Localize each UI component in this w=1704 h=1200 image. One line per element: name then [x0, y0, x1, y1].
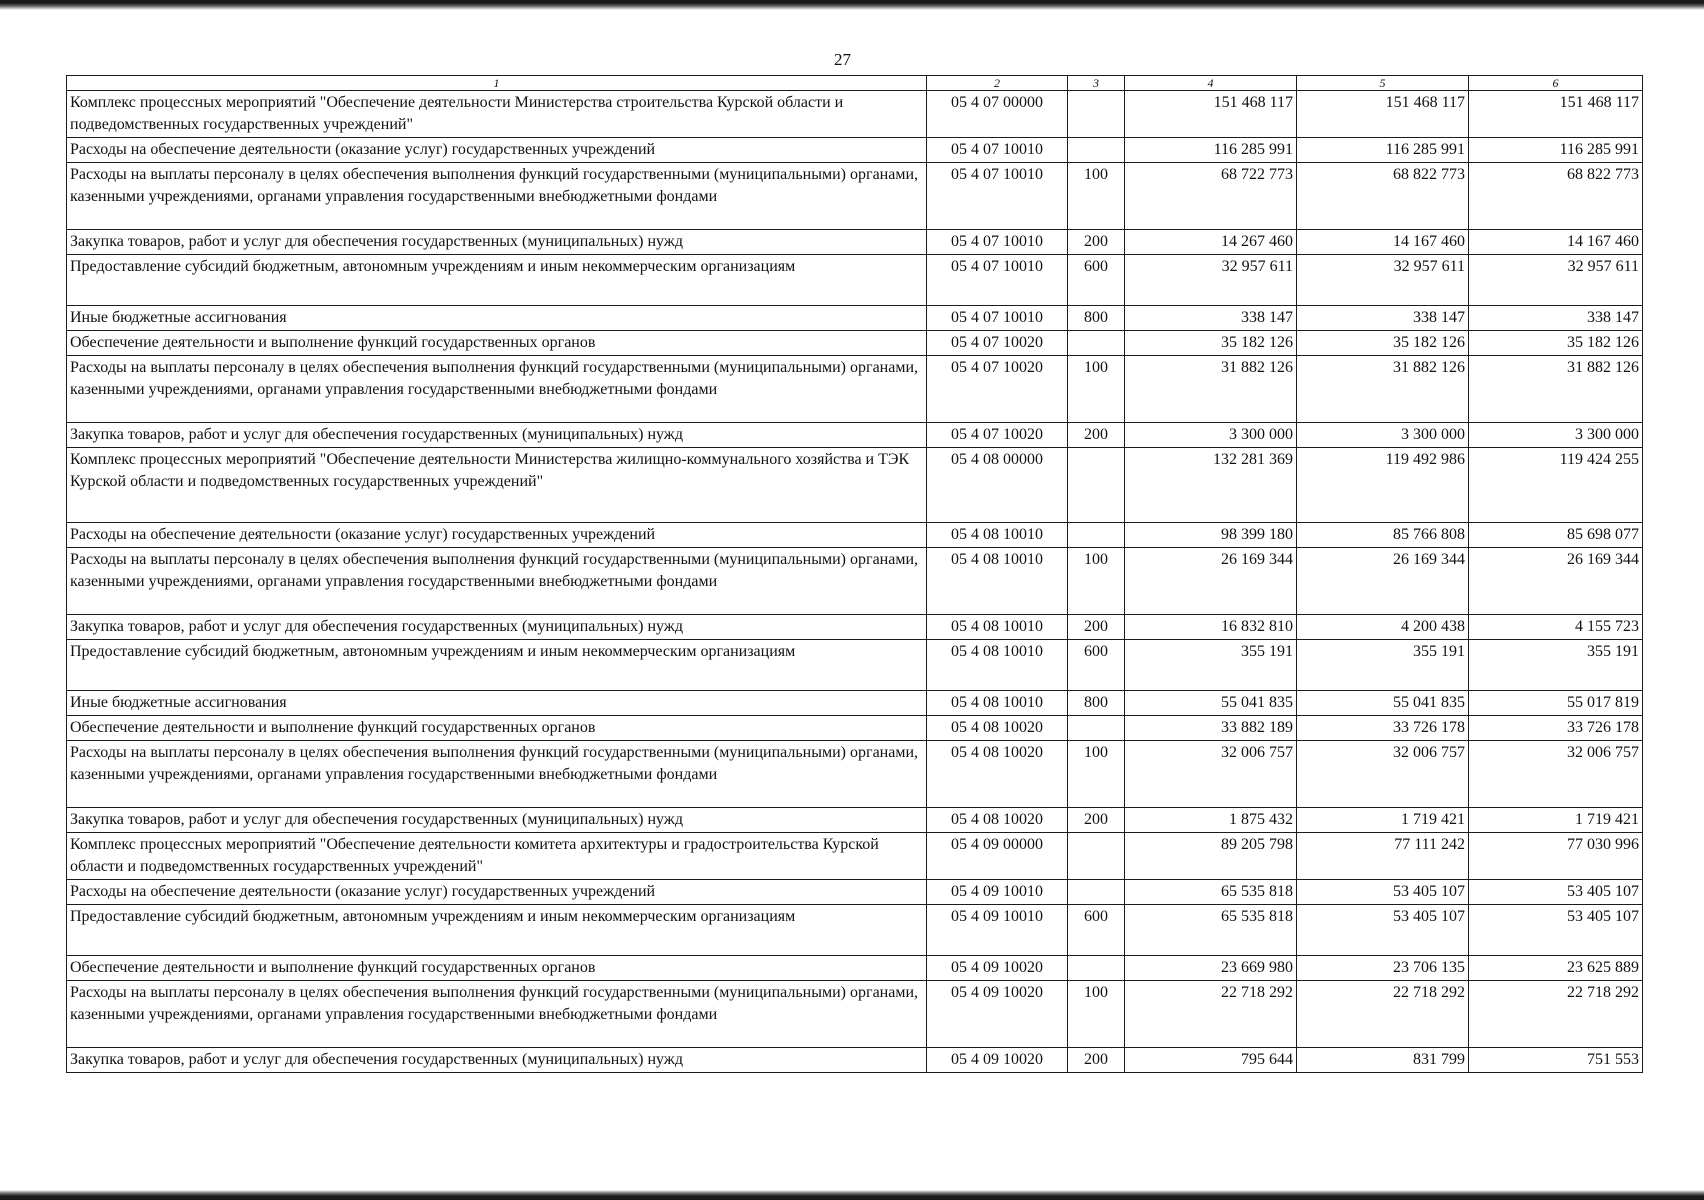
row-code-cell: 05 4 09 10010	[927, 905, 1068, 956]
row-name-cell: Расходы на выплаты персоналу в целях обеспечения выполнения функций государственными (муниципальными) органами, казенными учреждениями, органами управления государственными внебюджетными фондами	[67, 741, 927, 808]
table-header-row	[67, 76, 1643, 91]
table-row	[67, 255, 1643, 306]
table-row	[67, 138, 1643, 163]
row-value-col6-cell: 14 167 460	[1469, 230, 1643, 255]
row-value-col6-cell: 32 006 757	[1469, 741, 1643, 808]
row-value-col5-cell: 14 167 460	[1297, 230, 1469, 255]
row-value-col4-cell: 33 882 189	[1125, 716, 1297, 741]
row-value-col4-cell: 151 468 117	[1125, 91, 1297, 138]
row-code-cell: 05 4 07 10010	[927, 230, 1068, 255]
row-code-cell: 05 4 07 10020	[927, 331, 1068, 356]
row-type-cell: 600	[1068, 640, 1125, 691]
table-row	[67, 956, 1643, 981]
row-type-cell: 600	[1068, 905, 1125, 956]
table-row	[67, 448, 1643, 523]
table-row	[67, 1048, 1643, 1073]
row-value-col4-cell: 98 399 180	[1125, 523, 1297, 548]
table-body	[67, 91, 1643, 1073]
row-value-col6-cell: 26 169 344	[1469, 548, 1643, 615]
row-value-col4-cell: 116 285 991	[1125, 138, 1297, 163]
table-row	[67, 880, 1643, 905]
row-type-cell	[1068, 138, 1125, 163]
row-name-cell: Обеспечение деятельности и выполнение функций государственных органов	[67, 331, 927, 356]
row-type-cell	[1068, 331, 1125, 356]
row-value-col6-cell: 116 285 991	[1469, 138, 1643, 163]
row-code-cell: 05 4 08 10010	[927, 640, 1068, 691]
row-value-col6-cell: 35 182 126	[1469, 331, 1643, 356]
row-value-col5-cell: 33 726 178	[1297, 716, 1469, 741]
row-value-col4-cell: 31 882 126	[1125, 356, 1297, 423]
row-value-col5-cell: 338 147	[1297, 306, 1469, 331]
table-row	[67, 716, 1643, 741]
row-type-cell: 200	[1068, 615, 1125, 640]
table-row	[67, 163, 1643, 230]
row-value-col6-cell: 53 405 107	[1469, 905, 1643, 956]
row-value-col5-cell: 1 719 421	[1297, 808, 1469, 833]
row-type-cell: 200	[1068, 230, 1125, 255]
column-header: 4	[1125, 76, 1297, 91]
table-row	[67, 741, 1643, 808]
row-value-col4-cell: 26 169 344	[1125, 548, 1297, 615]
row-value-col5-cell: 55 041 835	[1297, 691, 1469, 716]
table-row	[67, 640, 1643, 691]
row-name-cell: Предоставление субсидий бюджетным, автономным учреждениям и иным некоммерческим организациям	[67, 905, 927, 956]
row-type-cell: 100	[1068, 981, 1125, 1048]
row-type-cell	[1068, 880, 1125, 905]
row-value-col4-cell: 22 718 292	[1125, 981, 1297, 1048]
row-value-col5-cell: 22 718 292	[1297, 981, 1469, 1048]
row-type-cell	[1068, 91, 1125, 138]
row-value-col6-cell: 1 719 421	[1469, 808, 1643, 833]
row-value-col5-cell: 68 822 773	[1297, 163, 1469, 230]
row-code-cell: 05 4 08 10020	[927, 741, 1068, 808]
row-name-cell: Расходы на выплаты персоналу в целях обеспечения выполнения функций государственными (муниципальными) органами, казенными учреждениями, органами управления государственными внебюджетными фондами	[67, 356, 927, 423]
table-row	[67, 423, 1643, 448]
row-value-col5-cell: 32 006 757	[1297, 741, 1469, 808]
row-value-col4-cell: 65 535 818	[1125, 905, 1297, 956]
row-value-col4-cell: 355 191	[1125, 640, 1297, 691]
row-value-col4-cell: 68 722 773	[1125, 163, 1297, 230]
row-name-cell: Иные бюджетные ассигнования	[67, 691, 927, 716]
row-name-cell: Обеспечение деятельности и выполнение функций государственных органов	[67, 956, 927, 981]
row-code-cell: 05 4 07 10010	[927, 255, 1068, 306]
row-value-col5-cell: 35 182 126	[1297, 331, 1469, 356]
row-value-col5-cell: 116 285 991	[1297, 138, 1469, 163]
row-type-cell	[1068, 956, 1125, 981]
row-name-cell: Комплекс процессных мероприятий "Обеспечение деятельности комитета архитектуры и градостроительства Курской области и подведомственных государственных учреждений"	[67, 833, 927, 880]
table-row	[67, 356, 1643, 423]
table-row	[67, 523, 1643, 548]
column-header: 2	[927, 76, 1068, 91]
row-name-cell: Предоставление субсидий бюджетным, автономным учреждениям и иным некоммерческим организациям	[67, 255, 927, 306]
row-code-cell: 05 4 09 10010	[927, 880, 1068, 905]
row-value-col4-cell: 55 041 835	[1125, 691, 1297, 716]
row-value-col4-cell: 338 147	[1125, 306, 1297, 331]
row-type-cell	[1068, 448, 1125, 523]
row-code-cell: 05 4 09 10020	[927, 981, 1068, 1048]
table-row	[67, 91, 1643, 138]
row-code-cell: 05 4 08 10010	[927, 548, 1068, 615]
row-value-col6-cell: 751 553	[1469, 1048, 1643, 1073]
row-value-col5-cell: 119 492 986	[1297, 448, 1469, 523]
row-code-cell: 05 4 07 10020	[927, 423, 1068, 448]
row-name-cell: Закупка товаров, работ и услуг для обеспечения государственных (муниципальных) нужд	[67, 1048, 927, 1073]
row-value-col6-cell: 68 822 773	[1469, 163, 1643, 230]
row-type-cell: 100	[1068, 548, 1125, 615]
row-name-cell: Закупка товаров, работ и услуг для обеспечения государственных (муниципальных) нужд	[67, 808, 927, 833]
row-value-col4-cell: 795 644	[1125, 1048, 1297, 1073]
row-type-cell: 800	[1068, 306, 1125, 331]
row-value-col5-cell: 77 111 242	[1297, 833, 1469, 880]
row-value-col5-cell: 23 706 135	[1297, 956, 1469, 981]
row-name-cell: Расходы на обеспечение деятельности (оказание услуг) государственных учреждений	[67, 880, 927, 905]
row-type-cell: 200	[1068, 423, 1125, 448]
row-name-cell: Расходы на обеспечение деятельности (оказание услуг) государственных учреждений	[67, 523, 927, 548]
row-type-cell: 100	[1068, 741, 1125, 808]
row-value-col5-cell: 31 882 126	[1297, 356, 1469, 423]
row-code-cell: 05 4 08 10010	[927, 523, 1068, 548]
row-value-col4-cell: 23 669 980	[1125, 956, 1297, 981]
row-name-cell: Закупка товаров, работ и услуг для обеспечения государственных (муниципальных) нужд	[67, 230, 927, 255]
row-value-col6-cell: 23 625 889	[1469, 956, 1643, 981]
row-code-cell: 05 4 09 10020	[927, 956, 1068, 981]
column-header: 3	[1068, 76, 1125, 91]
row-name-cell: Расходы на выплаты персоналу в целях обеспечения выполнения функций государственными (муниципальными) органами, казенными учреждениями, органами управления государственными внебюджетными фондами	[67, 981, 927, 1048]
table-row	[67, 808, 1643, 833]
row-name-cell: Обеспечение деятельности и выполнение функций государственных органов	[67, 716, 927, 741]
page-number: 27	[834, 50, 851, 69]
row-code-cell: 05 4 08 00000	[927, 448, 1068, 523]
table-row	[67, 548, 1643, 615]
row-code-cell: 05 4 09 00000	[927, 833, 1068, 880]
row-code-cell: 05 4 07 10020	[927, 356, 1068, 423]
row-name-cell: Комплекс процессных мероприятий "Обеспечение деятельности Министерства жилищно-коммунального хозяйства и ТЭК Курской области и подведомственных государственных учреждений"	[67, 448, 927, 523]
row-value-col4-cell: 32 957 611	[1125, 255, 1297, 306]
row-type-cell: 100	[1068, 163, 1125, 230]
row-code-cell: 05 4 08 10020	[927, 808, 1068, 833]
row-name-cell: Закупка товаров, работ и услуг для обеспечения государственных (муниципальных) нужд	[67, 615, 927, 640]
table-row	[67, 691, 1643, 716]
row-value-col6-cell: 4 155 723	[1469, 615, 1643, 640]
row-value-col6-cell: 53 405 107	[1469, 880, 1643, 905]
row-name-cell: Иные бюджетные ассигнования	[67, 306, 927, 331]
table-row	[67, 230, 1643, 255]
table-row	[67, 331, 1643, 356]
table-row	[67, 905, 1643, 956]
column-header: 6	[1469, 76, 1643, 91]
row-value-col4-cell: 132 281 369	[1125, 448, 1297, 523]
row-value-col5-cell: 4 200 438	[1297, 615, 1469, 640]
budget-table	[66, 75, 1643, 1073]
row-code-cell: 05 4 09 10020	[927, 1048, 1068, 1073]
row-value-col5-cell: 85 766 808	[1297, 523, 1469, 548]
row-type-cell	[1068, 833, 1125, 880]
table-row	[67, 833, 1643, 880]
row-value-col5-cell: 831 799	[1297, 1048, 1469, 1073]
row-value-col4-cell: 16 832 810	[1125, 615, 1297, 640]
row-code-cell: 05 4 07 10010	[927, 306, 1068, 331]
row-value-col6-cell: 151 468 117	[1469, 91, 1643, 138]
row-name-cell: Расходы на выплаты персоналу в целях обеспечения выполнения функций государственными (муниципальными) органами, казенными учреждениями, органами управления государственными внебюджетными фондами	[67, 163, 927, 230]
scan-border-top	[0, 0, 1704, 10]
row-value-col6-cell: 32 957 611	[1469, 255, 1643, 306]
row-code-cell: 05 4 07 10010	[927, 138, 1068, 163]
scan-border-bottom	[0, 1190, 1704, 1200]
table-row	[67, 306, 1643, 331]
row-name-cell: Предоставление субсидий бюджетным, автономным учреждениям и иным некоммерческим организациям	[67, 640, 927, 691]
row-code-cell: 05 4 07 00000	[927, 91, 1068, 138]
row-value-col5-cell: 355 191	[1297, 640, 1469, 691]
row-value-col6-cell: 31 882 126	[1469, 356, 1643, 423]
row-value-col4-cell: 65 535 818	[1125, 880, 1297, 905]
row-value-col4-cell: 32 006 757	[1125, 741, 1297, 808]
row-value-col5-cell: 53 405 107	[1297, 880, 1469, 905]
row-code-cell: 05 4 07 10010	[927, 163, 1068, 230]
row-value-col6-cell: 33 726 178	[1469, 716, 1643, 741]
row-name-cell: Расходы на выплаты персоналу в целях обеспечения выполнения функций государственными (муниципальными) органами, казенными учреждениями, органами управления государственными внебюджетными фондами	[67, 548, 927, 615]
row-code-cell: 05 4 08 10010	[927, 691, 1068, 716]
row-value-col6-cell: 85 698 077	[1469, 523, 1643, 548]
row-type-cell: 200	[1068, 1048, 1125, 1073]
row-value-col4-cell: 3 300 000	[1125, 423, 1297, 448]
row-name-cell: Комплекс процессных мероприятий "Обеспечение деятельности Министерства строительства Курской области и подведомственных государственных учреждений"	[67, 91, 927, 138]
row-type-cell: 100	[1068, 356, 1125, 423]
row-value-col6-cell: 338 147	[1469, 306, 1643, 331]
row-name-cell: Закупка товаров, работ и услуг для обеспечения государственных (муниципальных) нужд	[67, 423, 927, 448]
row-value-col6-cell: 119 424 255	[1469, 448, 1643, 523]
column-header: 1	[67, 76, 927, 91]
row-value-col5-cell: 151 468 117	[1297, 91, 1469, 138]
row-value-col6-cell: 355 191	[1469, 640, 1643, 691]
row-code-cell: 05 4 08 10020	[927, 716, 1068, 741]
row-value-col4-cell: 1 875 432	[1125, 808, 1297, 833]
table-row	[67, 615, 1643, 640]
row-value-col6-cell: 55 017 819	[1469, 691, 1643, 716]
row-value-col6-cell: 22 718 292	[1469, 981, 1643, 1048]
column-header: 5	[1297, 76, 1469, 91]
row-value-col5-cell: 32 957 611	[1297, 255, 1469, 306]
row-value-col5-cell: 53 405 107	[1297, 905, 1469, 956]
row-type-cell: 800	[1068, 691, 1125, 716]
row-value-col4-cell: 14 267 460	[1125, 230, 1297, 255]
row-type-cell: 200	[1068, 808, 1125, 833]
row-value-col6-cell: 3 300 000	[1469, 423, 1643, 448]
row-name-cell: Расходы на обеспечение деятельности (оказание услуг) государственных учреждений	[67, 138, 927, 163]
row-value-col6-cell: 77 030 996	[1469, 833, 1643, 880]
row-type-cell: 600	[1068, 255, 1125, 306]
table-row	[67, 981, 1643, 1048]
row-value-col5-cell: 3 300 000	[1297, 423, 1469, 448]
row-type-cell	[1068, 716, 1125, 741]
row-value-col5-cell: 26 169 344	[1297, 548, 1469, 615]
row-value-col4-cell: 35 182 126	[1125, 331, 1297, 356]
row-value-col4-cell: 89 205 798	[1125, 833, 1297, 880]
row-code-cell: 05 4 08 10010	[927, 615, 1068, 640]
row-type-cell	[1068, 523, 1125, 548]
